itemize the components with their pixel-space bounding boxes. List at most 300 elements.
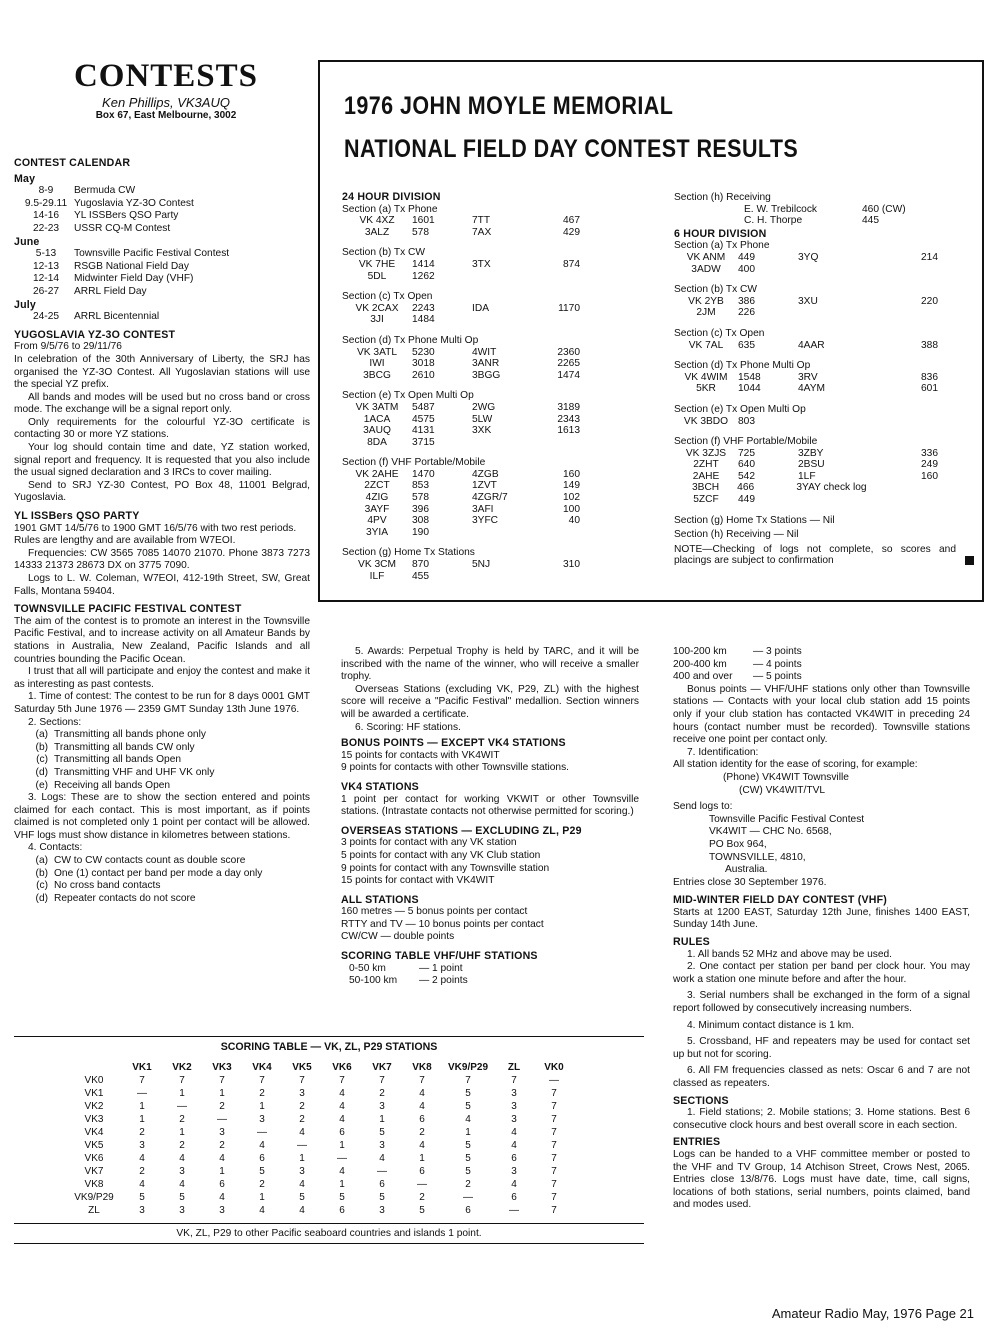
column-header: VK6 [332, 1062, 352, 1073]
item-key: (e) [35, 779, 48, 791]
result-row [342, 259, 652, 271]
table-cell: 7 [511, 1075, 517, 1086]
callsign: 3ZBY [798, 447, 824, 459]
results-title-line1: 1976 JOHN MOYLE MEMORIAL [344, 92, 674, 120]
results-6h [674, 192, 974, 567]
callsign: 4ZGB [472, 468, 499, 480]
table-cell: 5 [179, 1192, 185, 1203]
ylissb-heading: YL ISSBers QSO PARTY [14, 510, 140, 523]
table-cell: 2 [179, 1140, 185, 1151]
score: 1414 [412, 258, 435, 270]
results-section [674, 360, 974, 395]
callsign: IWI [369, 358, 385, 370]
contest-calendar [14, 173, 310, 324]
callsign: VK 7HE [358, 258, 396, 270]
score: 190 [412, 526, 429, 538]
results-section [674, 436, 974, 506]
column-header: VK5 [292, 1062, 312, 1073]
list-item [14, 780, 310, 793]
result-row [342, 425, 652, 437]
table-cell: 2 [259, 1179, 265, 1190]
table-cell: 7 [551, 1101, 557, 1112]
table-cell: 4 [511, 1127, 517, 1138]
results-box [318, 60, 984, 602]
row-header: VK3 [84, 1114, 104, 1125]
callsign: VK 2AHE [355, 468, 399, 480]
table-cell: 4 [219, 1153, 225, 1164]
score [878, 264, 938, 276]
section-name: Section (a) Tx Phone [342, 203, 438, 215]
table-cell: 4 [299, 1205, 305, 1216]
table-cell: 2 [299, 1114, 305, 1125]
table-cell: 7 [551, 1153, 557, 1164]
table-cell: 1 [259, 1101, 265, 1112]
score: 214 [921, 251, 938, 263]
column-header: VK9/P29 [447, 1062, 489, 1073]
entries-heading: ENTRIES [673, 1136, 721, 1149]
callsign: 3BCH [691, 482, 720, 494]
section-name: Section (f) VHF Portable/Mobile [342, 457, 486, 469]
paragraph: 7. Identification: [687, 746, 759, 758]
callsign: 3XK [472, 425, 492, 437]
receiver-score: 445 [862, 215, 879, 227]
section-name: Section (a) Tx Phone [674, 240, 770, 252]
row-header: VK6 [84, 1153, 104, 1164]
list-item [14, 767, 310, 780]
paragraph: 5. Awards: Perpetual Trophy is held by TARC, and it will be inscribed with the name of the winner, who will receive a smaller trophy. [341, 646, 639, 683]
result-row [342, 402, 652, 414]
results-section [342, 547, 652, 582]
calendar-date: 5-13 [35, 248, 57, 260]
table-cell: 7 [551, 1088, 557, 1099]
overseas-heading: OVERSEAS STATIONS — EXCLUDING ZL, P29 [341, 824, 582, 837]
list-item: 3 points for contact with any VK station [341, 837, 517, 849]
table-cell: 2 [465, 1179, 471, 1190]
section-name: Section (d) Tx Phone Multi Op [674, 360, 811, 372]
table-cell: 4 [139, 1179, 145, 1190]
table-cell: — [217, 1114, 227, 1125]
result-row [342, 347, 652, 359]
table-cell: 6 [379, 1179, 385, 1190]
section-name: Section (h) Receiving [674, 192, 771, 203]
distance: 50-100 km [349, 975, 398, 987]
score: 1548 [738, 371, 761, 383]
callsign: 3YIA [365, 526, 389, 538]
callsign [798, 264, 878, 276]
calendar-row [14, 286, 310, 299]
callsign: 2WG [472, 401, 496, 413]
score: 396 [412, 503, 429, 515]
table-cell: 5 [379, 1127, 385, 1138]
table-cell: 7 [551, 1205, 557, 1216]
section-name: Section (c) Tx Open [342, 291, 433, 303]
callsign: 1ZVT [472, 480, 497, 492]
table-cell: 1 [465, 1127, 471, 1138]
callsign: 3XU [798, 295, 818, 307]
masthead [14, 58, 318, 121]
table-cell: 7 [551, 1140, 557, 1151]
callsign: 3AFI [472, 503, 494, 515]
distance: 0-50 km [349, 962, 386, 974]
row-header: VK9/P29 [74, 1192, 114, 1203]
scoring-table-block [14, 1036, 644, 1244]
result-row [342, 227, 652, 239]
table-cell: 7 [179, 1075, 185, 1086]
callsign: VK 3ATL [356, 346, 397, 358]
item-text: One (1) contact per band per mode a day only [54, 867, 263, 879]
example: (Phone) VK4WIT Townsville [723, 771, 849, 783]
table-cell: 4 [419, 1101, 425, 1112]
section-name: Section (f) VHF Portable/Mobile [674, 436, 818, 448]
score: 2610 [412, 369, 435, 381]
paragraph: Overseas Stations (excluding VK, P29, ZL) with the highest score will receive a "Pacific Festival" medallion. Section winners will be awarded a certificate. [341, 683, 639, 720]
result-row [342, 492, 652, 504]
middle-column [341, 646, 639, 988]
section-name: Section (e) Tx Open Multi Op [674, 403, 806, 415]
paragraph: All bands and modes will be used but no cross band or cross mode. The exchange will be a signal report only. [14, 391, 310, 416]
score: 149 [563, 480, 580, 492]
table-cell: — [257, 1127, 267, 1138]
results-section [342, 457, 652, 538]
paragraph: Bonus points — VHF/UHF stations only other than Townsville stations — Contacts with your local club station add 15 points only if your club station has contacted VK4WIT in preceding 24 hours (contact number must be recorded). Townsville stations receive one point per contact only. [673, 683, 970, 746]
table-cell: 5 [465, 1088, 471, 1099]
table-cell: 4 [299, 1179, 305, 1190]
row-header: VK8 [84, 1179, 104, 1190]
paragraph: Only requirements for the colourful YZ-3O certificate is contacting 30 or more YZ stations. [14, 416, 310, 441]
calendar-row [14, 223, 310, 236]
callsign: VK ANM [686, 251, 726, 263]
result-row [674, 494, 974, 506]
column-header: VK4 [252, 1062, 272, 1073]
table-cell: 2 [379, 1088, 385, 1099]
table-row [66, 1139, 574, 1152]
score: 2265 [557, 358, 580, 370]
callsign: 4AYM [798, 383, 825, 395]
points: — 5 points [753, 671, 802, 683]
score: 5487 [412, 401, 435, 413]
calendar-row [14, 248, 310, 261]
table-cell: 3 [219, 1205, 225, 1216]
callsign: 4ZGR/7 [472, 492, 508, 504]
table-row [66, 1074, 574, 1087]
results-section [674, 284, 974, 319]
table-cell: 3 [219, 1127, 225, 1138]
score: 336 [921, 447, 938, 459]
table-cell: 5 [419, 1205, 425, 1216]
row-header: VK2 [84, 1101, 104, 1112]
table-cell: — [417, 1179, 427, 1190]
score: 160 [563, 468, 580, 480]
result-row [342, 559, 652, 571]
score [536, 314, 580, 326]
table-cell: 3 [379, 1101, 385, 1112]
paragraph: 3. Logs: These are to show the section entered and points claimed for each contact. This is most important, as if points claimed is not completed only 1 point per contact will be allowed. VHF logs must show distance in kilometres between stations. [14, 792, 310, 841]
result-row [342, 480, 652, 492]
callsign [798, 494, 878, 506]
table-cell: 3 [139, 1140, 145, 1151]
vhf-row [673, 659, 970, 672]
callsign: 3BGG [472, 369, 501, 381]
result-row [342, 469, 652, 481]
table-cell: 5 [465, 1153, 471, 1164]
column-header: VK2 [172, 1062, 192, 1073]
score [536, 271, 580, 283]
column-header: VK0 [544, 1062, 564, 1073]
author-address: Box 67, East Melbourne, 3002 [95, 110, 237, 121]
calendar-row [14, 273, 310, 286]
callsign: 7TT [472, 215, 491, 227]
callsign: 3AYF [364, 503, 390, 515]
table-cell: 3 [179, 1205, 185, 1216]
author: Ken Phillips, VK3AUQ [102, 95, 230, 110]
result-row [674, 296, 974, 308]
score: 2243 [412, 302, 435, 314]
table-cell: 3 [179, 1166, 185, 1177]
calendar-date: 14-16 [32, 210, 60, 222]
score: 3715 [412, 436, 435, 448]
result-row [674, 340, 974, 352]
callsign: 3AUQ [363, 425, 391, 437]
townsville-heading: TOWNSVILLE PACIFIC FESTIVAL CONTEST [14, 603, 242, 616]
callsign [472, 271, 536, 283]
table-cell: 1 [339, 1140, 345, 1151]
score: 220 [921, 295, 938, 307]
paragraph: In celebration of the 30th Anniversary of Liberty, the SRJ has organised the YZ-3O Contest. All Yugoslavian stations will use the special YZ prefix. [14, 353, 310, 391]
score: 388 [921, 339, 938, 351]
division-heading: 6 HOUR DIVISION [674, 227, 767, 240]
item-key: (d) [35, 766, 48, 778]
score: 429 [563, 226, 580, 238]
calendar-row [14, 311, 310, 324]
table-footnote: VK, ZL, P29 to other Pacific seaboard countries and islands 1 point. [176, 1228, 482, 1239]
table-cell: 5 [465, 1101, 471, 1112]
item-key: (c) [36, 880, 48, 892]
table-cell: 7 [465, 1075, 471, 1086]
rules-heading: RULES [673, 936, 710, 949]
results-section [342, 291, 652, 326]
results-section [342, 390, 652, 448]
score: 1484 [412, 314, 435, 326]
results-section [674, 404, 974, 427]
score: 874 [563, 258, 580, 270]
receiving-section [674, 192, 974, 227]
callsign: VK 7AL [688, 339, 724, 351]
table-cell: 2 [299, 1101, 305, 1112]
paragraph: Logs can be handed to a VHF committee member or posted to the VHF and TV Group, 14 Atchison Street, Crows Nest, 2065. Entries close 13/8/76. Logs must have date, time, call signs, locations of both stations, serial numbers, points claimed, band and modes used. [673, 1148, 970, 1211]
yugoslavia-heading: YUGOSLAVIA YZ-3O CONTEST [14, 328, 176, 341]
nil-section: Section (h) Receiving — Nil [674, 529, 799, 541]
results-section [674, 328, 974, 351]
result-row [342, 571, 652, 583]
table-cell: 7 [551, 1127, 557, 1138]
calendar-date: 12-14 [32, 273, 60, 285]
rule: 6. All FM frequencies classed as nets: Oscar 6 and 7 are not classed as repeaters. [673, 1065, 970, 1089]
result-row [342, 504, 652, 516]
score: 2360 [557, 346, 580, 358]
section-name: Section (b) Tx CW [342, 247, 426, 259]
vhf-row [341, 975, 639, 988]
score: 836 [921, 371, 938, 383]
table-cell: 1 [219, 1166, 225, 1177]
scoring-table [66, 1061, 574, 1217]
result-row [342, 437, 652, 449]
score [536, 437, 580, 449]
calendar-event: RSGB National Field Day [74, 260, 189, 272]
score [536, 571, 580, 583]
score: 102 [563, 492, 580, 504]
callsign: 5KR [696, 383, 716, 395]
score: 386 [738, 295, 755, 307]
result-row [342, 527, 652, 539]
paragraph: 2. Sections: [28, 716, 82, 728]
score: 226 [738, 307, 755, 319]
score: 1474 [557, 369, 580, 381]
callsign: 3ALZ [364, 226, 390, 238]
paragraph: Starts at 1200 EAST, Saturday 12th June, finishes 1400 EAST, Sunday 14th June. [673, 906, 970, 931]
score: 308 [412, 515, 429, 527]
table-cell: 4 [339, 1101, 345, 1112]
table-cell: 7 [551, 1114, 557, 1125]
score: 310 [563, 559, 580, 571]
table-cell: 2 [219, 1140, 225, 1151]
points: — 4 points [753, 658, 802, 670]
item-key: (a) [35, 729, 48, 741]
table-cell: 2 [139, 1166, 145, 1177]
callsign: 3ADW [691, 263, 721, 275]
table-cell: 1 [219, 1088, 225, 1099]
table-cell: 7 [379, 1075, 385, 1086]
item-text: Transmitting all bands phone only [54, 729, 206, 741]
table-cell: 1 [259, 1192, 265, 1203]
callsign: VK 3CM [358, 559, 396, 571]
table-cell: 7 [551, 1179, 557, 1190]
score: 3189 [557, 401, 580, 413]
calendar-heading: CONTEST CALENDAR [14, 157, 131, 169]
list-item [14, 729, 310, 742]
callsign: 4PV [367, 515, 387, 527]
section-name: Section (d) Tx Phone Multi Op [342, 334, 479, 346]
table-cell: — [463, 1192, 473, 1203]
rule: 5. Crossband, HF and repeaters may be used for contact set up but not for scoring. [673, 1036, 970, 1060]
list-item: 160 metres — 5 bonus points per contact [341, 906, 528, 918]
callsign: 3YQ [798, 251, 819, 263]
table-cell: 2 [219, 1101, 225, 1112]
score: 467 [563, 215, 580, 227]
score: 1262 [412, 270, 435, 282]
item-key: (b) [35, 741, 48, 753]
table-cell: 3 [511, 1088, 517, 1099]
result-row [674, 448, 974, 460]
table-cell: 7 [551, 1166, 557, 1177]
table-cell: — [509, 1205, 519, 1216]
paragraph: Rules are lengthy and are available from W7EOI. [14, 535, 236, 547]
table-cell: 4 [259, 1140, 265, 1151]
points: — 3 points [753, 646, 802, 657]
item-key: (b) [35, 867, 48, 879]
result-row [674, 459, 974, 471]
calendar-event: ARRL Field Day [74, 285, 147, 297]
table-cell: 6 [339, 1127, 345, 1138]
column-header: VK7 [372, 1062, 392, 1073]
table-cell: 1 [139, 1101, 145, 1112]
table-cell: — [377, 1166, 387, 1177]
result-row [674, 383, 974, 395]
calendar-month: July [14, 298, 36, 311]
calendar-event: Midwinter Field Day (VHF) [74, 273, 194, 285]
results-section [342, 247, 652, 282]
table-cell: 1 [139, 1114, 145, 1125]
callsign: VK 4XZ [359, 215, 395, 227]
callsign [472, 571, 536, 583]
table-cell: 5 [465, 1140, 471, 1151]
result-row [674, 416, 974, 428]
table-cell: 5 [339, 1192, 345, 1203]
callsign: 5LW [472, 413, 493, 425]
item-text: Transmitting all bands Open [54, 754, 182, 766]
section-name: Section (e) Tx Open Multi Op [342, 390, 474, 402]
table-cell: 4 [259, 1205, 265, 1216]
result-row [342, 515, 652, 527]
paragraph: The aim of the contest is to promote an interest in the Townsville Pacific Festival, and to increase activity on all Amateur Bands by stations in Australia, New Zealand, Pacific Islands and all countries bounding the Pacific Ocean. [14, 615, 310, 665]
vhf-row [673, 646, 970, 659]
table-cell: 3 [379, 1205, 385, 1216]
vhf-row [673, 671, 970, 684]
callsign: VK 2CAX [355, 302, 399, 314]
division-heading: 24 HOUR DIVISION [342, 191, 441, 203]
table-cell: 4 [465, 1114, 471, 1125]
table-cell: 4 [179, 1179, 185, 1190]
paragraph: 1901 GMT 14/5/76 to 1900 GMT 16/5/76 with two rest periods. [14, 522, 297, 534]
table-cell: 3 [299, 1088, 305, 1099]
row-header: VK4 [84, 1127, 104, 1138]
table-cell: 3 [511, 1166, 517, 1177]
score: 640 [738, 459, 755, 471]
item-key: (c) [36, 754, 48, 766]
table-cell: 6 [511, 1153, 517, 1164]
score: 578 [412, 226, 429, 238]
callsign: 8DA [367, 436, 387, 448]
results-24h [342, 192, 652, 582]
callsign: 3BCG [363, 369, 391, 381]
row-header: VK0 [84, 1075, 104, 1086]
table-cell: 4 [419, 1088, 425, 1099]
score: 5230 [412, 346, 435, 358]
result-row [342, 303, 652, 315]
callsign: 2BSU [798, 459, 825, 471]
paragraph: Send logs to: [673, 801, 733, 813]
score: 249 [921, 459, 938, 471]
list-item [14, 893, 310, 906]
score: 466 [737, 482, 755, 494]
result-row [674, 471, 974, 483]
callsign: VK 3BDO [683, 415, 729, 427]
table-row [66, 1204, 574, 1217]
list-item: 5 points for contact with any VK Club station [341, 849, 541, 861]
paragraph: 4. Contacts: [28, 842, 83, 854]
callsign: VK 3ATM [355, 401, 399, 413]
score: 4575 [412, 413, 435, 425]
callsign: 7AX [472, 226, 492, 238]
result-row [342, 215, 652, 227]
receiver-name: E. W. Trebilcock [744, 203, 818, 215]
callsign: 4WIT [472, 346, 497, 358]
table-cell: 5 [379, 1192, 385, 1203]
page-footer: Amateur Radio May, 1976 Page 21 [771, 1306, 974, 1321]
results-section [674, 240, 974, 275]
distance: 100-200 km [673, 646, 727, 657]
score [878, 494, 938, 506]
table-cell: 6 [219, 1179, 225, 1190]
